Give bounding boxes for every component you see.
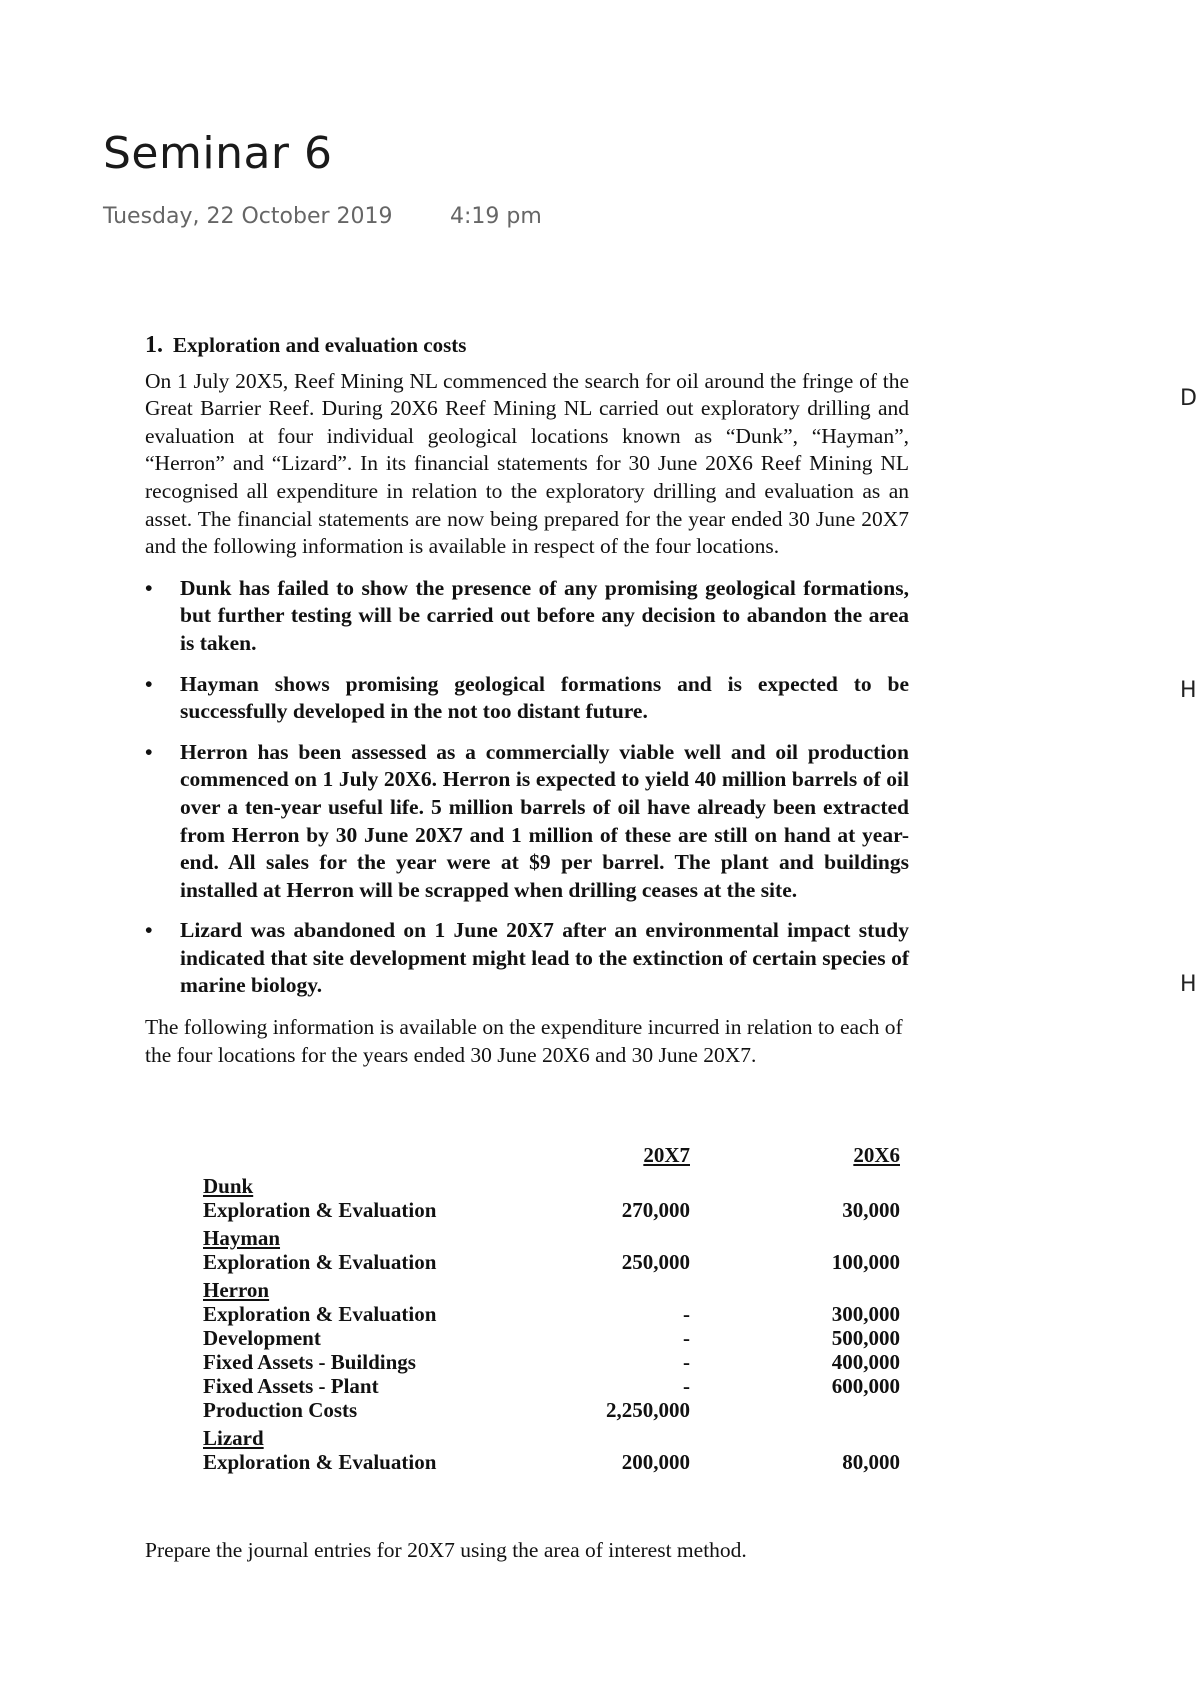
value-20x7: - — [683, 1374, 690, 1398]
bullet-icon: • — [145, 575, 153, 600]
page-date: Tuesday, 22 October 2019 — [103, 204, 393, 229]
group-hayman — [203, 1222, 900, 1250]
table-row — [203, 1350, 900, 1374]
value-20x7: 250,000 — [621, 1250, 690, 1274]
bullet-lizard — [145, 917, 909, 1000]
value-20x7: 270,000 — [621, 1198, 690, 1222]
bullet-dunk — [145, 575, 909, 658]
following-paragraph: The following information is available on the expenditure incurred in relation to each of the four locations for the years ended 30 June 20X6 and 30 June 20X7. — [145, 1015, 903, 1067]
row-label: Exploration & Evaluation — [203, 1198, 437, 1222]
row-label: Exploration & Evaluation — [203, 1450, 437, 1474]
value-20x6: 30,000 — [842, 1198, 900, 1222]
group-dunk — [203, 1170, 900, 1198]
group-herron — [203, 1274, 900, 1302]
group-label: Dunk — [203, 1174, 254, 1198]
location-bullets — [145, 575, 909, 1000]
clipped-margin-text: D — [1180, 386, 1197, 411]
table-row — [203, 1302, 900, 1326]
page-title: Seminar 6 — [103, 128, 333, 179]
column-header-20x7: 20X7 — [643, 1143, 690, 1167]
table-row — [203, 1250, 900, 1274]
value-20x7: 200,000 — [621, 1450, 690, 1474]
row-label: Fixed Assets - Plant — [203, 1374, 379, 1398]
value-20x6: 600,000 — [831, 1374, 900, 1398]
question-heading — [145, 332, 909, 360]
bullet-herron — [145, 739, 909, 905]
value-20x7: - — [683, 1326, 690, 1350]
table-row — [203, 1198, 900, 1222]
row-label: Exploration & Evaluation — [203, 1250, 437, 1274]
bullet-text: Dunk has failed to show the presence of any promising geological formations, but further testing will be carried out before any decision to abandon the area is taken. — [180, 575, 909, 655]
question-heading-text: Exploration and evaluation costs — [173, 333, 467, 357]
column-header-20x6: 20X6 — [853, 1143, 900, 1167]
bullet-hayman — [145, 671, 909, 726]
value-20x7: 2,250,000 — [606, 1398, 690, 1422]
group-label: Hayman — [203, 1226, 281, 1250]
row-label: Production Costs — [203, 1398, 358, 1422]
bullet-icon: • — [145, 918, 153, 943]
value-20x6: 100,000 — [831, 1250, 900, 1274]
bullet-text: Hayman shows promising geological formations and is expected to be successfully developed in the not too distant future. — [180, 671, 909, 724]
value-20x7: - — [683, 1302, 690, 1326]
row-label: Development — [203, 1326, 321, 1350]
table-row — [203, 1398, 900, 1422]
question-block — [145, 332, 909, 1069]
table-row — [203, 1450, 900, 1474]
bullet-icon: • — [145, 671, 153, 696]
row-label: Exploration & Evaluation — [203, 1302, 437, 1326]
value-20x6: 400,000 — [831, 1350, 900, 1374]
value-20x6: 500,000 — [831, 1326, 900, 1350]
bullet-icon: • — [145, 739, 153, 764]
intro-paragraph: On 1 July 20X5, Reef Mining NL commenced the search for oil around the fringe of the Great Barrier Reef. During 20X6 Reef Mining NL carried out exploratory drilling and evaluation at four individual geological locations known as “Dunk”, “Hayman”, “Herron” and “Lizard”. In its financial statements for 30 June 20X6 Reef Mining NL recognised all expenditure in relation to the exploratory drilling and evaluation as an asset. The financial statements are now being prepared for the year ended 30 June 20X7 and the following information is available in respect of the four locations. — [145, 368, 909, 559]
page-time: 4:19 pm — [450, 204, 542, 229]
table-row — [203, 1374, 900, 1398]
value-20x6: 300,000 — [831, 1302, 900, 1326]
group-lizard — [203, 1422, 900, 1450]
group-label: Herron — [203, 1278, 270, 1302]
clipped-margin-text: H — [1180, 972, 1197, 997]
value-20x7: - — [683, 1350, 690, 1374]
task-prompt: Prepare the journal entries for 20X7 using the area of interest method. — [145, 1538, 747, 1562]
value-20x6: 80,000 — [842, 1450, 900, 1474]
value-20x6 — [690, 1398, 900, 1422]
bullet-text: Herron has been assessed as a commercially viable well and oil production commenced on 1 July 20X6. Herron is expected to yield 40 million barrels of oil over a ten-year useful life. 5 million barrels of oil have already been extracted from Herron by 30 June 20X7 and 1 million of these are still on hand at year-end. All sales for the year were at $9 per barrel. The plant and buildings installed at Herron will be scrapped when drilling ceases at the site. — [180, 739, 909, 902]
row-label: Fixed Assets - Buildings — [203, 1350, 416, 1374]
table-row — [203, 1326, 900, 1350]
question-number: 1. — [145, 332, 163, 358]
group-label: Lizard — [203, 1426, 264, 1450]
expenditure-table — [203, 1140, 900, 1474]
clipped-margin-text: H — [1180, 678, 1197, 703]
bullet-text: Lizard was abandoned on 1 June 20X7 after an environmental impact study indicated that site development might lead to the extinction of certain species of marine biology. — [180, 918, 909, 998]
table-header-row — [203, 1140, 900, 1170]
